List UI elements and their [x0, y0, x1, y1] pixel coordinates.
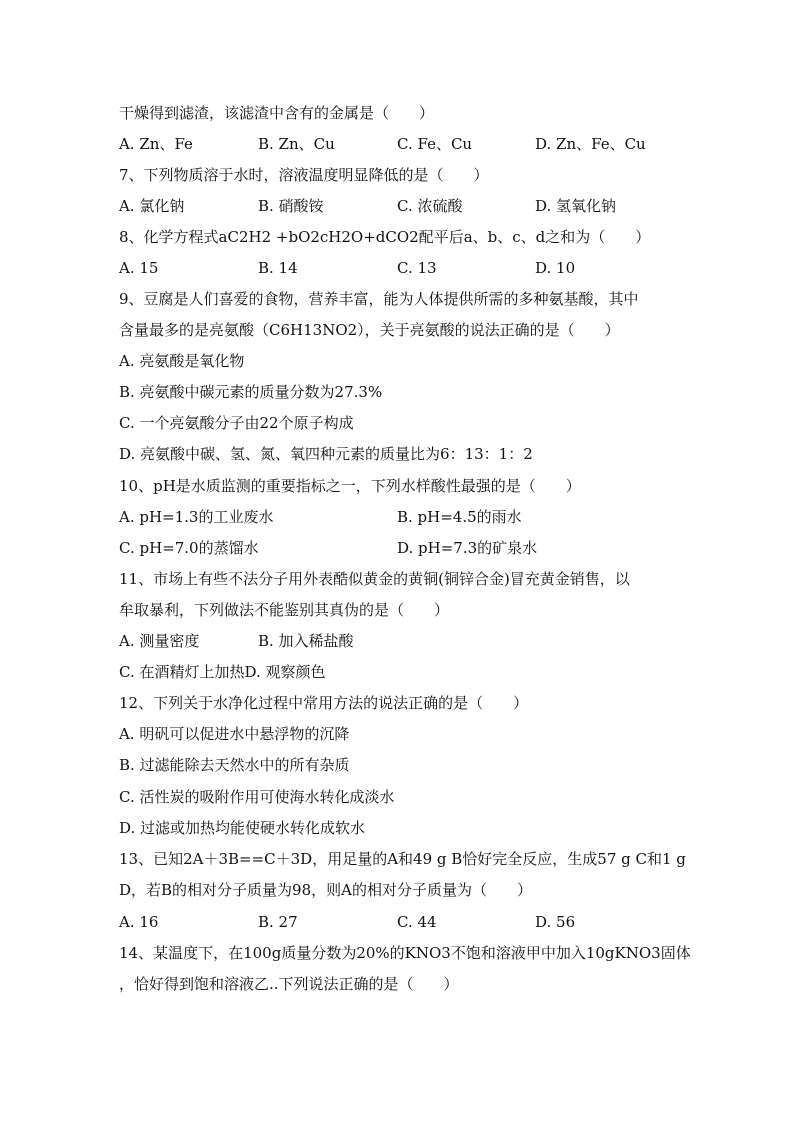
q9-option-d: D. 亮氨酸中碳、氢、氮、氧四种元素的质量比为6：13：1：2: [119, 445, 533, 463]
q7-option-a: A. 氯化钠: [119, 197, 185, 215]
q7-option-c: C. 浓硫酸: [397, 197, 463, 215]
q10-option-a: A. pH=1.3的工业废水: [119, 508, 274, 526]
q13-stem-line1: 13、已知2A＋3B==C＋3D，用足量的A和49 g B恰好完全反应，生成57 g C和1 g: [119, 850, 686, 868]
q8-option-a: A. 15: [119, 259, 159, 277]
q12-option-b: B. 过滤能除去天然水中的所有杂质: [119, 756, 350, 774]
q10-stem: 10、pH是水质监测的重要指标之一，下列水样酸性最强的是（ ）: [119, 477, 581, 495]
q11-options-cd: C. 在酒精灯上加热D. 观察颜色: [119, 663, 326, 681]
q9-option-c: C. 一个亮氨酸分子由22个原子构成: [119, 414, 354, 432]
q13-option-a: A. 16: [119, 913, 159, 931]
q14-stem-line2: ，恰好得到饱和溶液乙..下列说法正确的是（ ）: [119, 975, 459, 993]
q10-option-b: B. pH=4.5的雨水: [397, 508, 522, 526]
q8-stem: 8、化学方程式aC2H2 +bO2cH2O+dCO2配平后a、b、c、d之和为（ ）: [119, 228, 651, 246]
q11-option-a: A. 测量密度: [119, 632, 200, 650]
q6-option-a: A. Zn、Fe: [119, 135, 193, 153]
q7-stem: 7、下列物质溶于水时，溶液温度明显降低的是（ ）: [119, 166, 489, 184]
q9-stem-line1: 9、豆腐是人们喜爱的食物，营养丰富，能为人体提供所需的多种氨基酸，其中: [119, 290, 639, 308]
q7-option-d: D. 氢氧化钠: [535, 197, 617, 215]
q12-option-d: D. 过滤或加热均能使硬水转化成软水: [119, 819, 366, 837]
q13-stem-line2: D，若B的相对分子质量为98，则A的相对分子质量为（ ）: [119, 881, 532, 899]
q12-stem: 12、下列关于水净化过程中常用方法的说法正确的是（ ）: [119, 694, 529, 712]
q6-continuation: 干燥得到滤渣，该滤渣中含有的金属是（ ）: [119, 104, 435, 122]
q14-stem-line1: 14、某温度下，在100g质量分数为20%的KNO3不饱和溶液甲中加入10gKNO3固体: [119, 944, 691, 962]
q13-option-b: B. 27: [258, 913, 298, 931]
q11-stem-line2: 牟取暴利，下列做法不能鉴别其真伪的是（ ）: [119, 601, 450, 619]
q11-option-b: B. 加入稀盐酸: [258, 632, 354, 650]
q9-stem-line2: 含量最多的是亮氨酸（C6H13NO2），关于亮氨酸的说法正确的是（ ）: [119, 321, 620, 339]
q7-option-b: B. 硝酸铵: [258, 197, 324, 215]
q13-option-c: C. 44: [397, 913, 437, 931]
q10-option-c: C. pH=7.0的蒸馏水: [119, 539, 259, 557]
q6-option-c: C. Fe、Cu: [397, 135, 473, 153]
q8-option-b: B. 14: [258, 259, 298, 277]
q11-stem-line1: 11、市场上有些不法分子用外表酷似黄金的黄铜(铜锌合金)冒充黄金销售，以: [119, 570, 630, 588]
q10-option-d: D. pH=7.3的矿泉水: [397, 539, 538, 557]
q12-option-a: A. 明矾可以促进水中悬浮物的沉降: [119, 725, 350, 743]
q9-option-a: A. 亮氨酸是氧化物: [119, 352, 245, 370]
q13-option-d: D. 56: [535, 913, 576, 931]
q6-option-b: B. Zn、Cu: [258, 135, 335, 153]
q9-option-b: B. 亮氨酸中碳元素的质量分数为27.3%: [119, 383, 383, 401]
q8-option-c: C. 13: [397, 259, 437, 277]
q8-option-d: D. 10: [535, 259, 576, 277]
q6-option-d: D. Zn、Fe、Cu: [535, 135, 646, 153]
q12-option-c: C. 活性炭的吸附作用可使海水转化成淡水: [119, 788, 395, 806]
